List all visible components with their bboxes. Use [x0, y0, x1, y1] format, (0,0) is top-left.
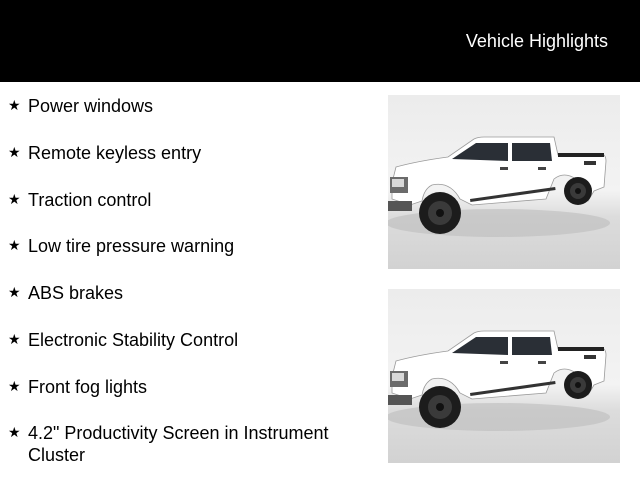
star-icon: ★ — [8, 285, 21, 301]
list-item — [8, 282, 368, 304]
star-icon: ★ — [8, 145, 21, 161]
feature-label: Traction control — [28, 190, 152, 210]
feature-label: Front fog lights — [28, 377, 148, 397]
list-item — [8, 142, 368, 164]
list-item — [8, 235, 368, 257]
star-icon: ★ — [8, 332, 21, 348]
vehicle-photo — [388, 289, 620, 463]
feature-label: Remote keyless entry — [28, 143, 202, 163]
feature-label: ABS brakes — [28, 283, 124, 303]
list-item — [8, 95, 368, 117]
list-item — [8, 422, 358, 466]
pickup-truck-icon — [388, 289, 620, 463]
list-item — [8, 189, 368, 211]
star-icon: ★ — [8, 425, 21, 441]
feature-label: Low tire pressure warning — [28, 236, 235, 256]
feature-label: Electronic Stability Control — [28, 330, 239, 350]
header-bar — [0, 0, 640, 82]
star-icon: ★ — [8, 379, 21, 395]
list-item — [8, 329, 368, 351]
star-icon: ★ — [8, 238, 21, 254]
feature-label: 4.2" Productivity Screen in Instrument Cluster — [28, 423, 329, 465]
star-icon: ★ — [8, 98, 21, 114]
list-item — [8, 376, 368, 398]
feature-label: Power windows — [28, 96, 154, 116]
star-icon: ★ — [8, 192, 21, 208]
page-title: Vehicle Highlights — [465, 31, 608, 51]
vehicle-photo — [388, 95, 620, 269]
pickup-truck-icon — [388, 95, 620, 269]
